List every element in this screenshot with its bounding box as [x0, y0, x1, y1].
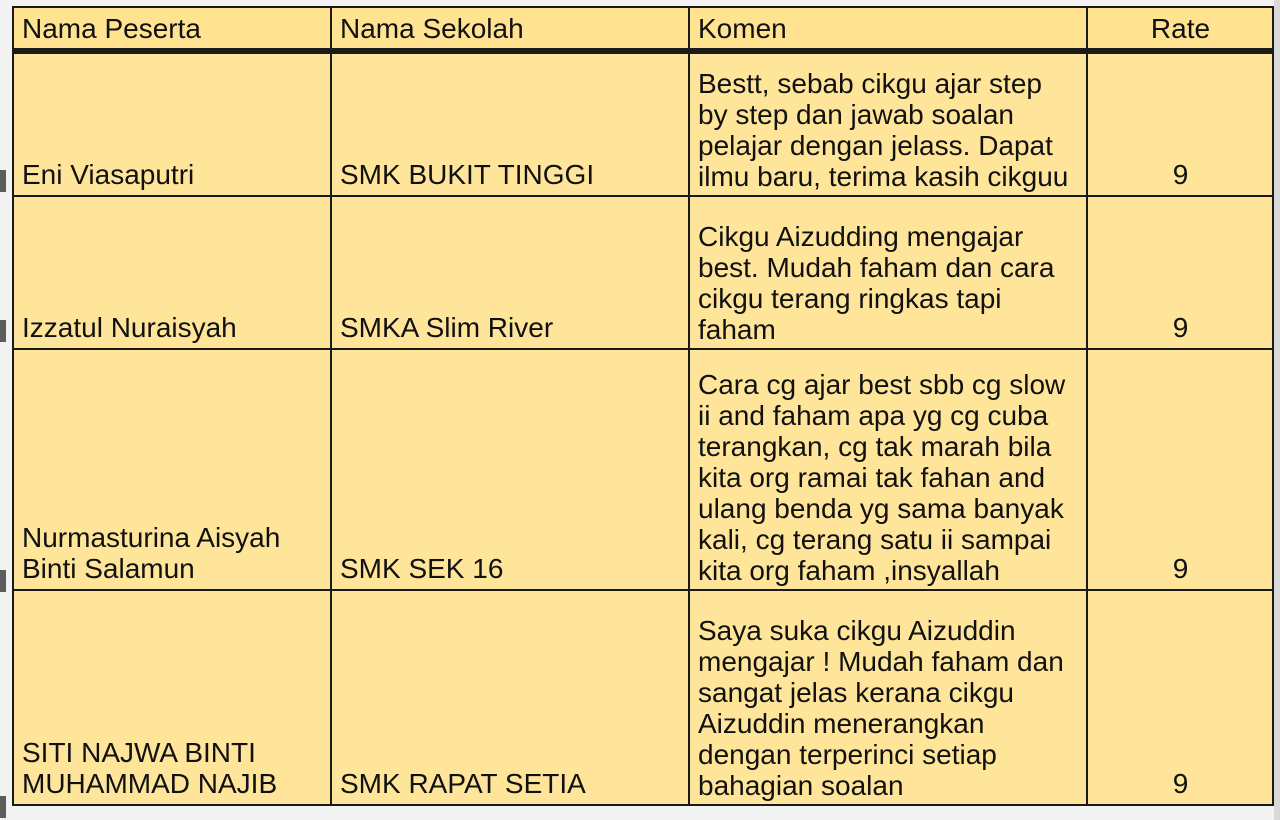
next-column-edge	[1274, 0, 1280, 820]
row-edge-marker	[0, 796, 6, 818]
cell-nama-sekolah[interactable]: SMK RAPAT SETIA	[331, 590, 689, 805]
cell-komen[interactable]: Bestt, sebab cikgu ajar step by step dan jawab soalan pelajar dengan jelass. Dapat ilmu baru, terima kasih cikguu	[689, 51, 1087, 196]
cell-nama-sekolah[interactable]: SMK BUKIT TINGGI	[331, 51, 689, 196]
cell-nama-peserta[interactable]: Izzatul Nuraisyah	[13, 196, 331, 349]
row-edge-marker	[0, 570, 6, 592]
cell-nama-peserta[interactable]: SITI NAJWA BINTI MUHAMMAD NAJIB	[13, 590, 331, 805]
cell-nama-sekolah[interactable]: SMKA Slim River	[331, 196, 689, 349]
cell-rate[interactable]: 9	[1087, 196, 1273, 349]
cell-komen[interactable]: Cara cg ajar best sbb cg slow ii and faham apa yg cg cuba terangkan, cg tak marah bila kita org ramai tak fahan and ulang benda yg sama banyak kali, cg terang satu ii sampai kita org faham ,insyallah	[689, 349, 1087, 590]
cell-komen[interactable]: Cikgu Aizudding mengajar best. Mudah faham dan cara cikgu terang ringkas tapi faham	[689, 196, 1087, 349]
table-row	[13, 590, 1273, 805]
table-row	[13, 51, 1273, 196]
header-nama-peserta[interactable]: Nama Peserta	[13, 7, 331, 51]
cell-nama-peserta[interactable]: Eni Viasaputri	[13, 51, 331, 196]
header-nama-sekolah[interactable]: Nama Sekolah	[331, 7, 689, 51]
cell-nama-peserta[interactable]: Nurmasturina Aisyah Binti Salamun	[13, 349, 331, 590]
feedback-table	[12, 6, 1274, 806]
header-row	[13, 7, 1273, 51]
table-row	[13, 349, 1273, 590]
cell-komen[interactable]: Saya suka cikgu Aizuddin mengajar ! Mudah faham dan sangat jelas kerana cikgu Aizuddin menerangkan dengan terperinci setiap bahagian soalan	[689, 590, 1087, 805]
row-edge-marker	[0, 170, 6, 192]
cell-rate[interactable]: 9	[1087, 51, 1273, 196]
header-rate[interactable]: Rate	[1087, 7, 1273, 51]
header-komen[interactable]: Komen	[689, 7, 1087, 51]
table-row	[13, 196, 1273, 349]
row-edge-marker	[0, 320, 6, 342]
cell-nama-sekolah[interactable]: SMK SEK 16	[331, 349, 689, 590]
cell-rate[interactable]: 9	[1087, 349, 1273, 590]
cell-rate[interactable]: 9	[1087, 590, 1273, 805]
